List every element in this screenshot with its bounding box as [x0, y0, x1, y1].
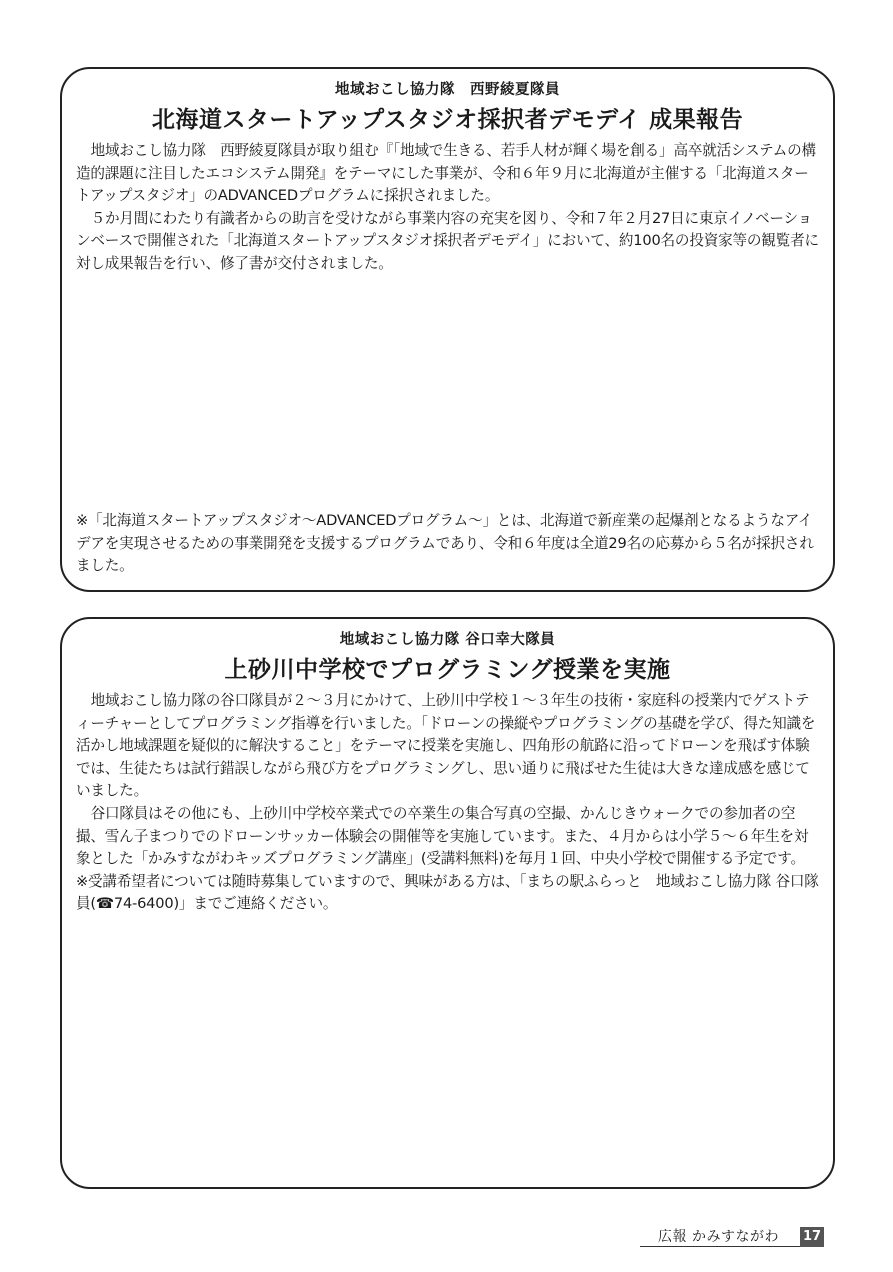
article-box-programming-class	[60, 617, 835, 1189]
article-note: ※「北海道スタートアップスタジオ～ADVANCEDプログラム～」とは、北海道で新産業の起爆剤となるようなアイデアを実現させるための事業開発を支援するプログラムであり、令和６年度は全道29名の応募から５名が採択されました。	[76, 512, 814, 575]
article-paragraph: 地域おこし協力隊 西野綾夏隊員が取り組む『「地域で生きる、若手人材が輝く場を創る」高卒就活システムの構造的課題に注目したエコシステム開発』をテーマにした事業が、令和６年９月に北海道が主催する「北海道スタートアップスタジオ」のADVANCEDプログラムに採択されました。	[76, 142, 816, 205]
article-body	[76, 140, 821, 276]
photo-placeholder	[82, 274, 813, 499]
article-note: ※受講希望者については随時募集していますので、興味がある方は、「まちの駅ふらっと 地域おこし協力隊 谷口隊員(☎74-6400)」までご連絡ください。	[76, 872, 819, 913]
article-box-startup-studio	[60, 67, 835, 592]
article-paragraph: 谷口隊員はその他にも、上砂川中学校卒業式での卒業生の集合写真の空撮、かんじきウォークでの参加者の空撮、雪ん子まつりでのドローンサッカー体験会の開催等を実施しています。また、４月からは小学５～６年生を対象とした「かみすながわキッズプログラミング講座」(受講料無料)を毎月１回、中央小学校で開催する予定です。	[76, 804, 809, 868]
photo-placeholder	[82, 939, 813, 1169]
article-title: 上砂川中学校でプログラミング授業を実施	[224, 657, 671, 683]
footer-rule	[640, 1246, 800, 1247]
article-title: 北海道スタートアップスタジオ採択者デモデイ 成果報告	[151, 107, 744, 133]
article-paragraph: ５か月間にわたり有識者からの助言を受けながら事業内容の充実を図り、令和７年２月27日に東京イノベーションベースで開催された「北海道スタートアップスタジオ採択者デモデイ」において、約100名の投資家等の観覧者に対し成果報告を行い、修了書が交付されました。	[76, 209, 819, 272]
page-number: 17	[800, 1227, 824, 1247]
article-body	[76, 690, 821, 916]
article-paragraph: 地域おこし協力隊の谷口隊員が２～３月にかけて、上砂川中学校１～３年生の技術・家庭科の授業内でゲストティーチャーとしてプログラミング指導を行いました。「ドローンの操縦やプログラミングの基礎を学び、得た知識を活かし地域課題を疑似的に解決すること」をテーマに授業を実施し、四角形の航路に沿ってドローンを飛ばす体験では、生徒たちは試行錯誤しながら飛び方をプログラミングし、思い通りに飛ばせた生徒は大きな達成感を感じていました。	[76, 692, 816, 800]
article-subtitle: 地域おこし協力隊 谷口幸大隊員	[339, 632, 556, 648]
publication-name: 広報 かみすながわ	[658, 1229, 779, 1245]
page-footer	[640, 1225, 825, 1249]
article-subtitle: 地域おこし協力隊 西野綾夏隊員	[335, 82, 560, 98]
